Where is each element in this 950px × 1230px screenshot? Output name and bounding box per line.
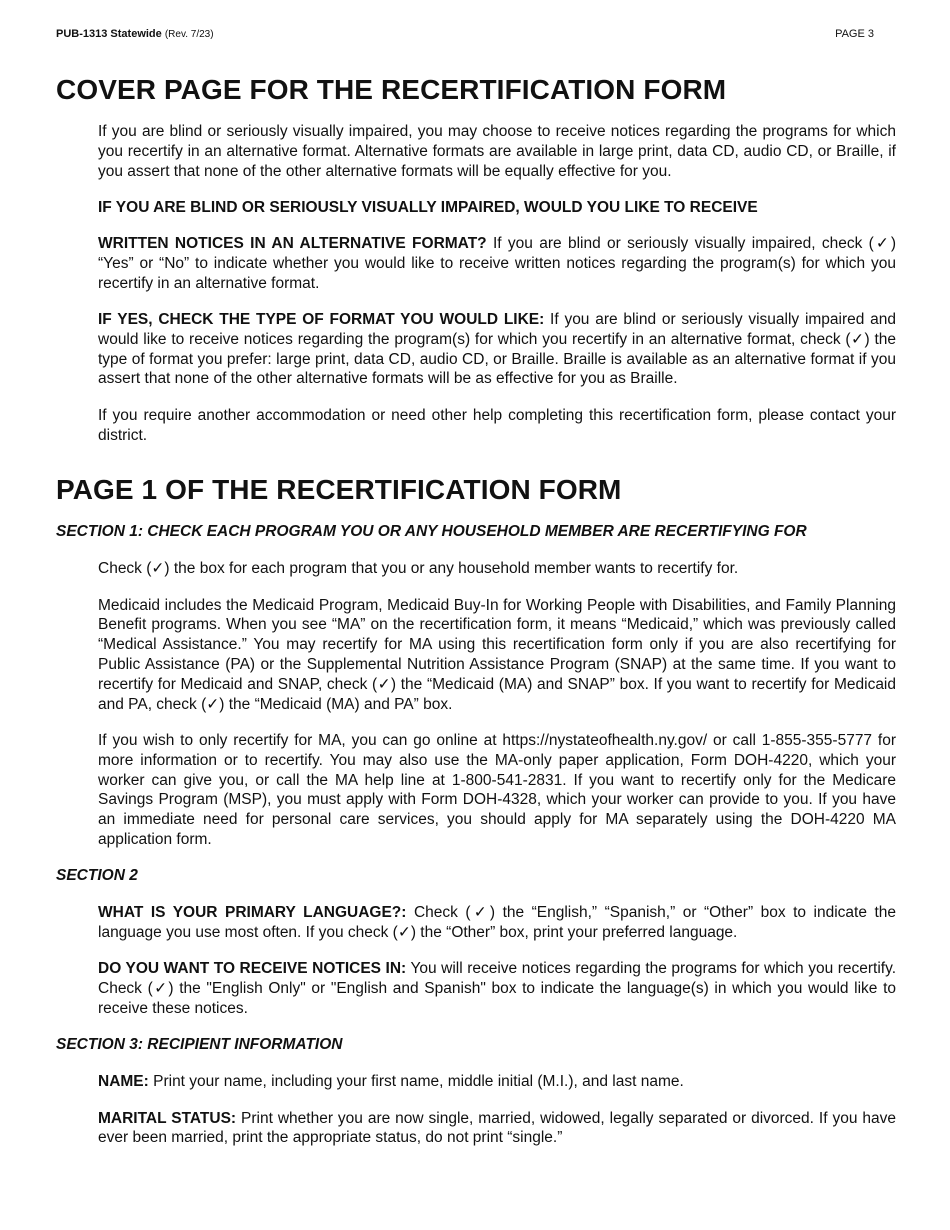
page-number: PAGE 3 bbox=[835, 28, 874, 40]
marital-status-text: Print whether you are now single, married, widowed, legally separated or divorced. If you have ever been married, print the appropriate status, do not print “single.” bbox=[98, 1109, 896, 1147]
form-revision: (Rev. 7/23) bbox=[164, 29, 214, 40]
section1-paragraph-ma-only: If you wish to only recertify for MA, you can go online at https://nystateofhealth.ny.gov/ or call 1-855-355-5777 for more information or to recertify. You may also use the MA-only paper application, Form DOH-4220, which your worker can give you, or call the MA help line at 1-800-541-2831. If you want to recertify only for the Medicare Savings Program (MSP), you must apply with Form DOH-4328, which your worker can provide to you. If you have an immediate need for personal care services, you should apply for MA separately using the DOH-4220 MA application form. bbox=[98, 731, 896, 848]
section2-paragraph-notices bbox=[98, 959, 896, 1018]
form-id: PUB-1313 Statewide bbox=[56, 28, 162, 40]
section1-paragraph-check: Check (✓) the box for each program that you or any household member wants to recertify for. bbox=[98, 560, 739, 578]
primary-language-text: Check (✓) the “English,” “Spanish,” or “Other” box to indicate the language you use most often. If you check (✓) the “Other” box, print your preferred language. bbox=[98, 904, 896, 942]
cover-paragraph-accommodation: If you require another accommodation or need other help completing this recertification form, please contact your district. bbox=[98, 406, 896, 444]
section1-heading: SECTION 1: CHECK EACH PROGRAM YOU OR ANY HOUSEHOLD MEMBER ARE RECERTIFYING FOR bbox=[56, 523, 807, 541]
section1-paragraph-medicaid: Medicaid includes the Medicaid Program, Medicaid Buy-In for Working People with Disabilities, and Family Planning Benefit programs. When you see “MA” on the recertification form, it means “Medicaid,” which was previously called “Medical Assistance.” You may recertify for MA using this recertification form only if you are also recertifying for Public Assistance (PA) or the Supplemental Nutrition Assistance Program (SNAP) at the same time. If you want to recertify for Medicaid and SNAP, check (✓) the “Medicaid (MA) and SNAP” box. If you want to recertify for Medicaid and PA, check (✓) the “Medicaid (MA) and PA” box. bbox=[98, 596, 896, 713]
format-type-text: If you are blind or seriously visually impaired and would like to receive notices regarding the program(s) for which you recertify in an alternative format, check (✓) the type of format you prefer: large print, data CD, audio CD, or Braille. Braille is available as an alternative format if you assert that none of the other alternative formats will be as effective for you as Braille. bbox=[98, 311, 897, 388]
cover-paragraph-question: IF YOU ARE BLIND OR SERIOUSLY VISUALLY IMPAIRED, WOULD YOU LIKE TO RECEIVE bbox=[98, 198, 758, 216]
name-text: Print your name, including your first name, middle initial (M.I.), and last name. bbox=[148, 1073, 684, 1091]
cover-paragraph-alternative-formats: If you are blind or seriously visually impaired, you may choose to receive notices regarding the programs for which you recertify in an alternative format. Alternative formats are available in large print, data CD, audio CD, or Braille, if you assert that none of the other alternative formats will be equally effective for you. bbox=[98, 123, 896, 180]
cover-paragraph-format-type bbox=[98, 310, 896, 389]
notices-in-lead: DO YOU WANT TO RECEIVE NOTICES IN: bbox=[98, 960, 407, 978]
form-identifier bbox=[56, 28, 214, 40]
section3-paragraph-marital-status bbox=[98, 1109, 896, 1149]
primary-language-lead: WHAT IS YOUR PRIMARY LANGUAGE?: bbox=[98, 904, 407, 922]
written-notices-lead: WRITTEN NOTICES IN AN ALTERNATIVE FORMAT? bbox=[98, 235, 487, 253]
section3-heading: SECTION 3: RECIPIENT INFORMATION bbox=[56, 1036, 343, 1054]
cover-page-title: COVER PAGE FOR THE RECERTIFICATION FORM bbox=[56, 74, 727, 105]
format-type-lead: IF YES, CHECK THE TYPE OF FORMAT YOU WOULD LIKE: bbox=[98, 311, 545, 329]
written-notices-text: If you are blind or seriously visually impaired, check (✓) “Yes” or “No” to indicate whether you would like to receive written notices regarding the program(s) for which you recertify in an alternative format. bbox=[98, 235, 896, 292]
section2-heading: SECTION 2 bbox=[56, 867, 138, 885]
section3-paragraph-name bbox=[98, 1072, 896, 1092]
notices-in-text: You will receive notices regarding the programs for which you recertify. Check (✓) the "English Only" or "English and Spanish" box to indicate the language(s) in which you would like to receive these notices. bbox=[98, 960, 896, 1017]
cover-paragraph-written-notices bbox=[98, 234, 896, 293]
section2-paragraph-language bbox=[98, 903, 896, 943]
name-lead: NAME: bbox=[98, 1073, 149, 1091]
page1-title: PAGE 1 OF THE RECERTIFICATION FORM bbox=[56, 474, 622, 506]
page-header bbox=[56, 28, 874, 40]
document-body bbox=[56, 72, 896, 1165]
marital-status-lead: MARITAL STATUS: bbox=[98, 1109, 237, 1127]
